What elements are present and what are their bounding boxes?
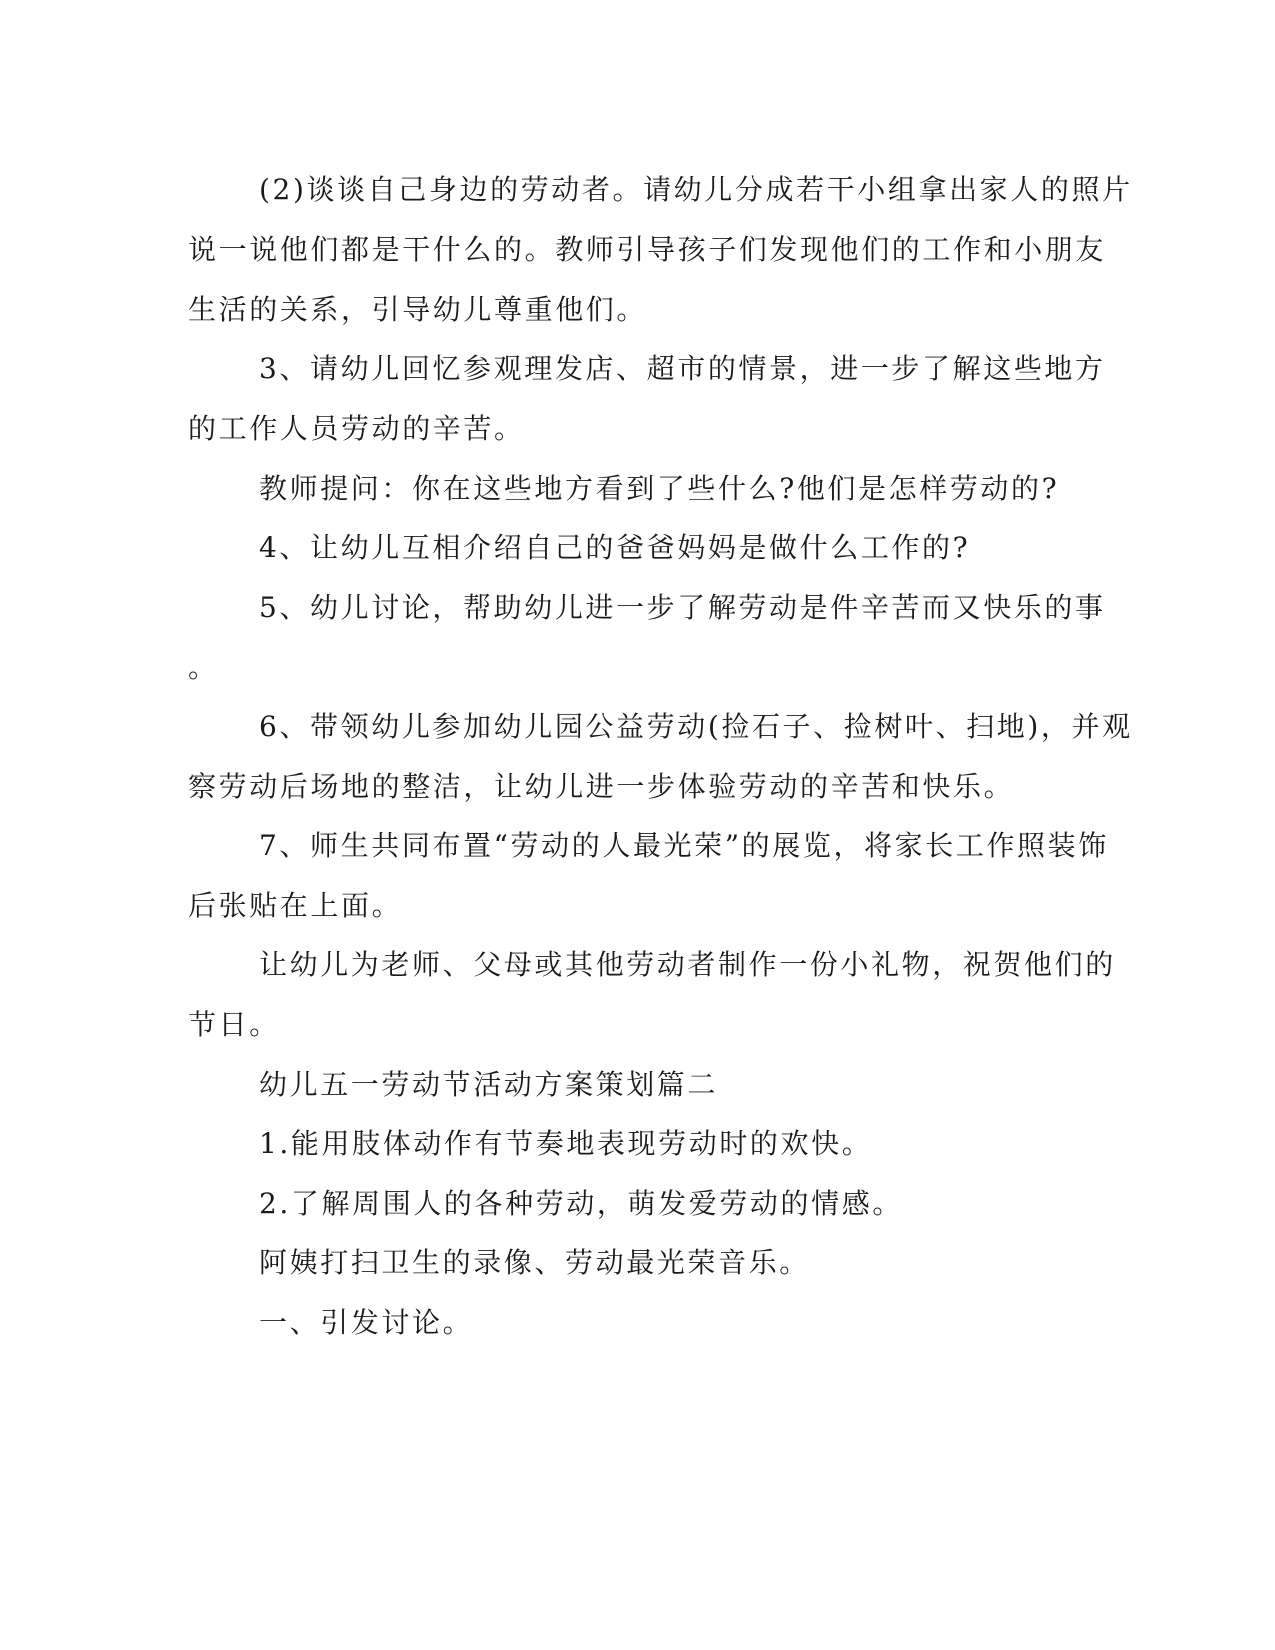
text-line: 阿姨打扫卫生的录像、劳动最光荣音乐。 <box>259 1246 810 1279</box>
text-line: 4、让幼儿互相介绍自己的爸爸妈妈是做什么工作的? <box>259 531 971 564</box>
text-line: 一、引发讨论。 <box>259 1306 474 1339</box>
text-line: 说一说他们都是干什么的。教师引导孩子们发现他们的工作和小朋友 <box>188 233 1107 266</box>
text-line: 察劳动后场地的整洁，让幼儿进一步体验劳动的辛苦和快乐。 <box>188 770 1015 803</box>
text-line: 1.能用肢体动作有节奏地表现劳动时的欢快。 <box>259 1127 873 1160</box>
text-line: 教师提问：你在这些地方看到了些什么?他们是怎样劳动的? <box>259 472 1060 505</box>
text-line: 节日。 <box>188 1008 280 1041</box>
text-line: 生活的关系，引导幼儿尊重他们。 <box>188 293 648 326</box>
text-line: 。 <box>188 651 219 684</box>
text-line: 5、幼儿讨论，帮助幼儿进一步了解劳动是件辛苦而又快乐的事 <box>259 591 1106 624</box>
section-heading: 幼儿五一劳动节活动方案策划篇二 <box>259 1068 719 1101</box>
text-line: 后张贴在上面。 <box>188 889 403 922</box>
text-line: 7、师生共同布置“劳动的人最光荣”的展览，将家长工作照装饰 <box>259 829 1109 862</box>
text-line: 的工作人员劳动的辛苦。 <box>188 412 525 445</box>
text-line: 2.了解周围人的各种劳动，萌发爱劳动的情感。 <box>259 1187 903 1220</box>
text-line: 让幼儿为老师、父母或其他劳动者制作一份小礼物，祝贺他们的 <box>259 948 1116 981</box>
text-line: 6、带领幼儿参加幼儿园公益劳动(捡石子、捡树叶、扫地)，并观 <box>259 710 1133 743</box>
text-line: (2)谈谈自己身边的劳动者。请幼儿分成若干小组拿出家人的照片 <box>259 173 1133 206</box>
text-line: 3、请幼儿回忆参观理发店、超市的情景，进一步了解这些地方 <box>259 352 1106 385</box>
